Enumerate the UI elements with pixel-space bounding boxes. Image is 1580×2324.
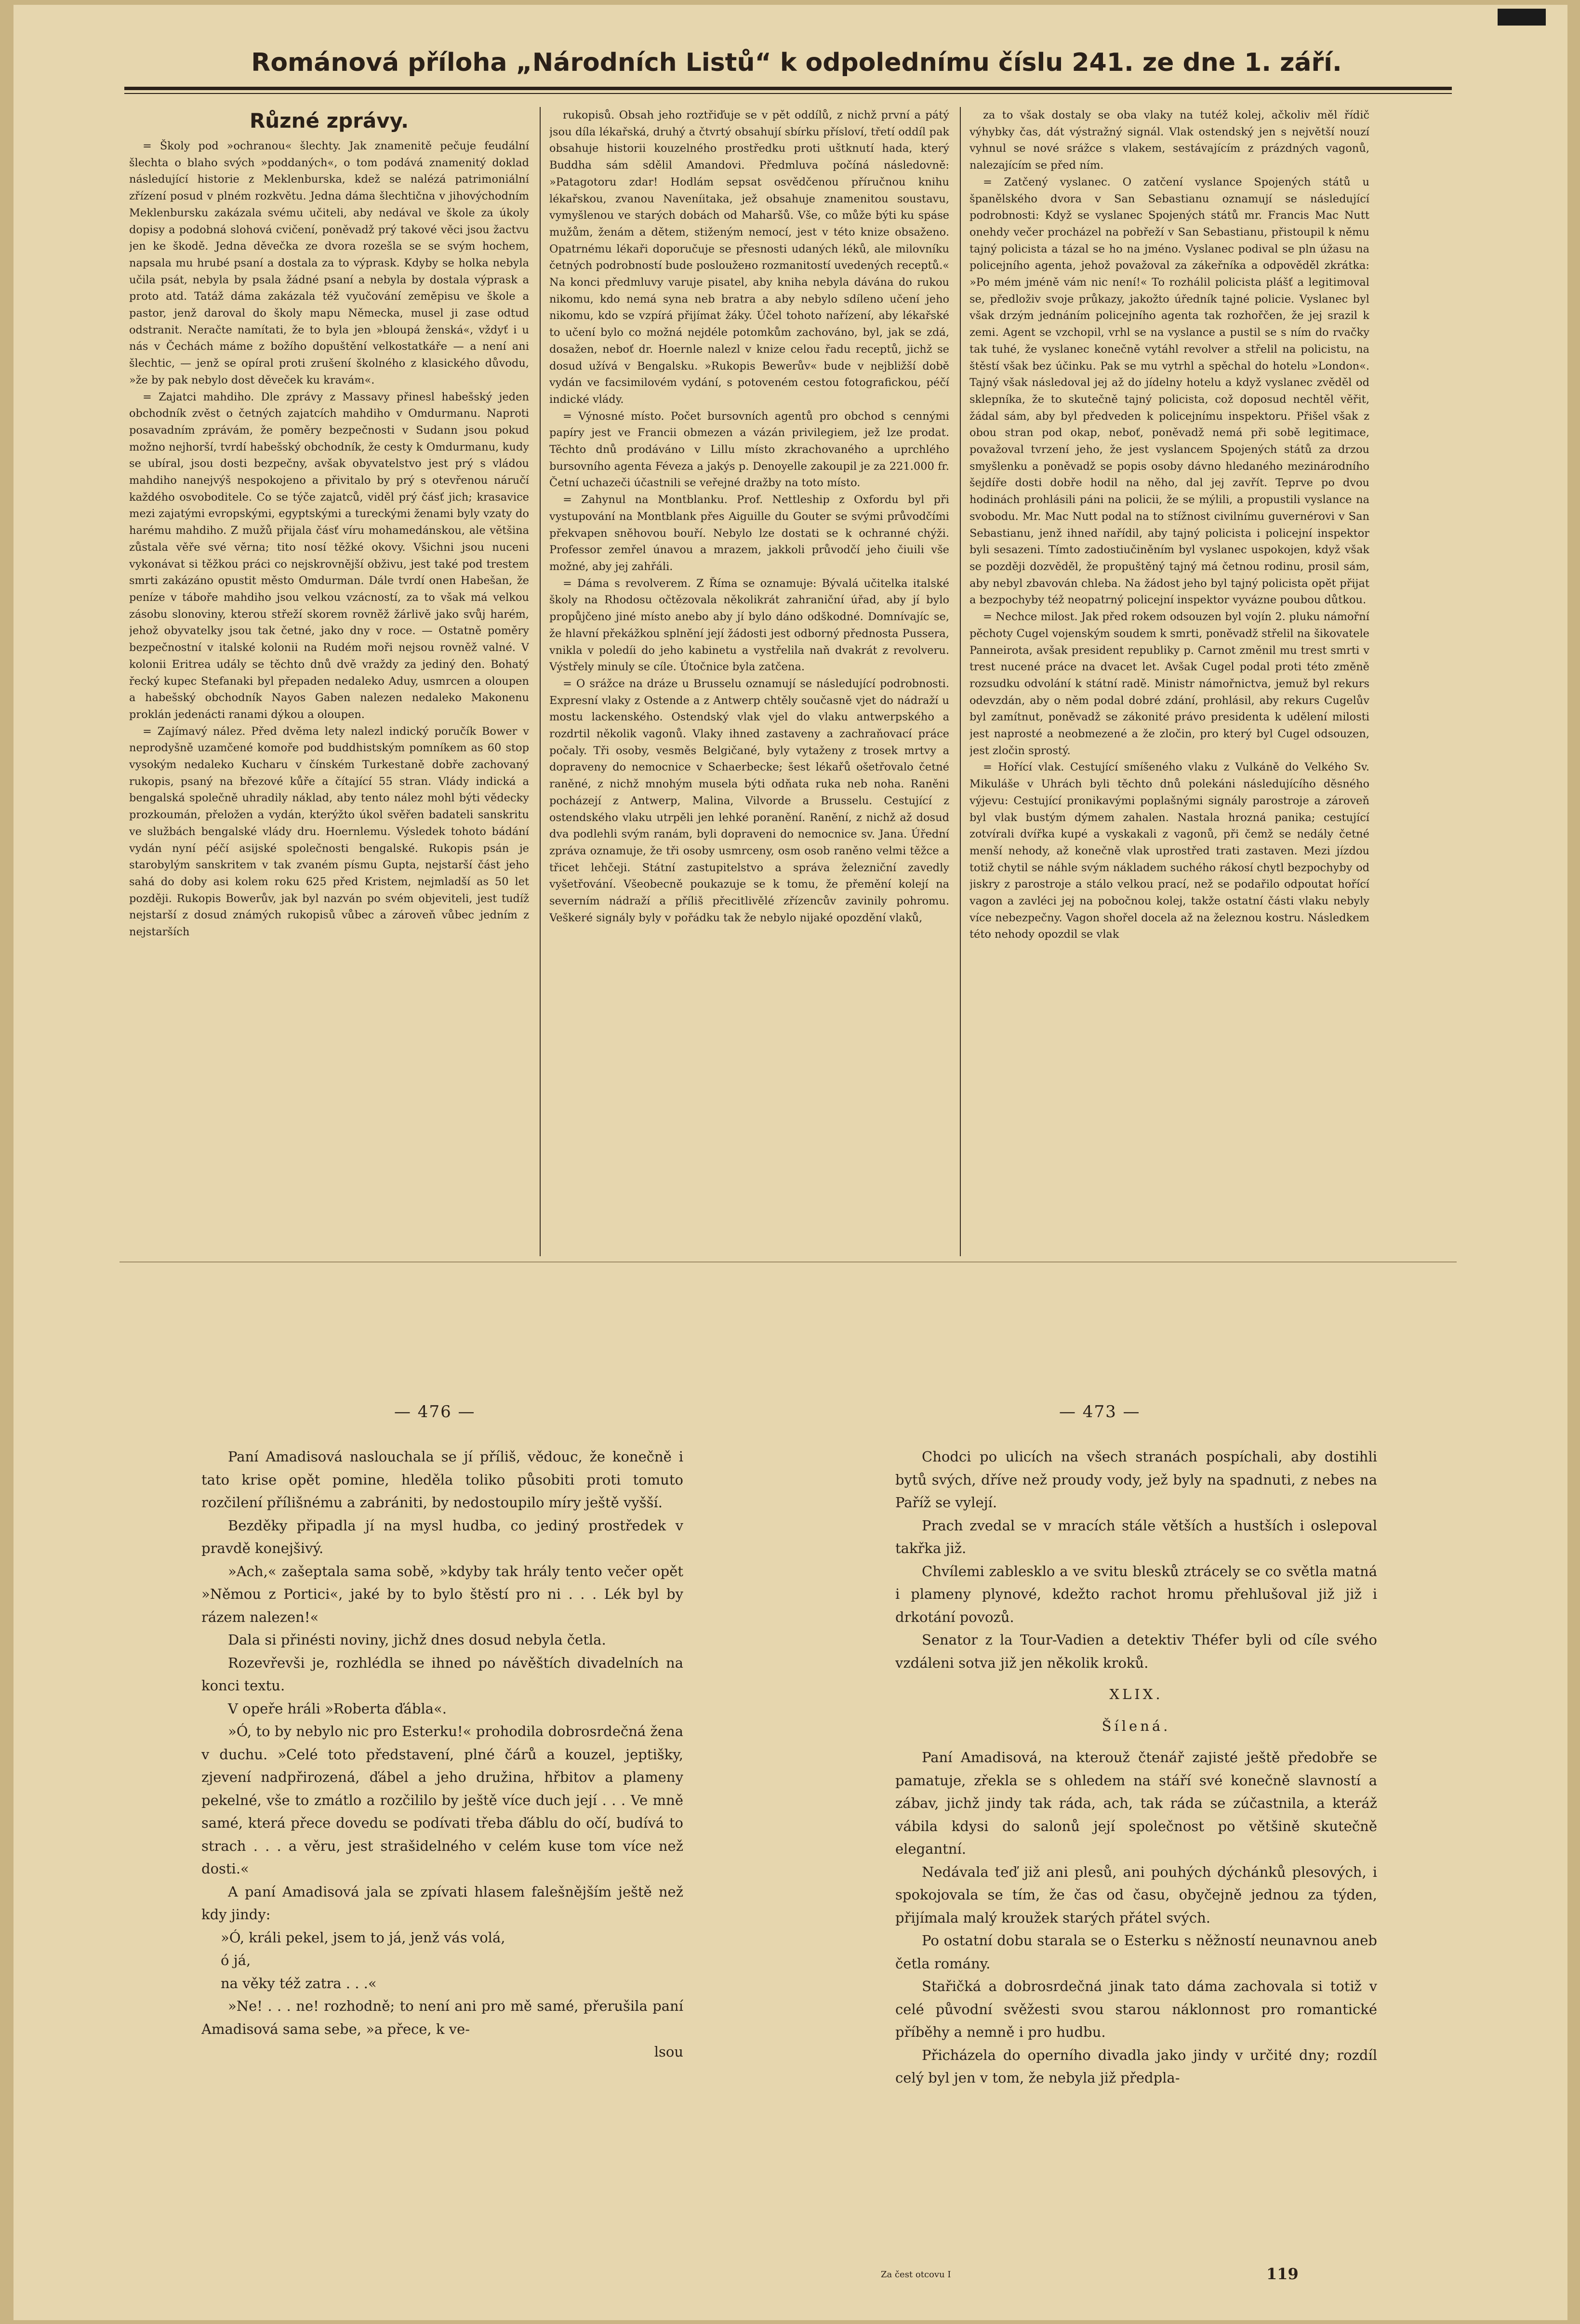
section-heading: Různé zprávy. xyxy=(249,109,409,133)
chapter-title: Šílená. xyxy=(1102,1717,1171,1734)
novel-paragraph: »Ach,« zašeptala sama sobě, »kdyby tak hrály tento večer opět »Němou z Portici«, jaké by to bylo štěstí pro ni . . . Lék byl by rázem nalezen!« xyxy=(201,1563,683,1625)
newspaper-page xyxy=(13,5,1567,2320)
header-rule-thick xyxy=(124,87,1452,90)
page-number-left: — 476 — xyxy=(394,1402,476,1421)
novel-paragraph: V opeře hráli »Roberta ďábla«. xyxy=(228,1700,447,1717)
news-item-refuses-pardon: = Nechce milost. Jak před rokem odsouzen byl vojín 2. pluku námořní pěchoty Cugel vojenským soudem k smrti, poněvadž střelil na šikovatele Panneirota, avšak president republiky p. Carnot změnil mu trest smrti v trest nucené práce na dvacet let. Avšak Cugel podal proti této změně rozsudku odvolání k státní radě. Ministr námořnictva, jemuž byl rekurs odevzdán, aby o něm podal dobré zdání, prohlásil, aby rekurs Cugelův byl zamítnut, poněvadž se zákonité právo presidenta k udělení milosti jest naprosté a neobmezené a že zločin, pro který byl Cugel odsouzen, jest zločin sprostý. xyxy=(969,611,1369,757)
novel-paragraph: Chvílemi zablesklo a ve svitu blesků ztrácely se co světla matná i plameny plynové, kdežto rachot hromu přehlušoval již již i drkotání povozů. xyxy=(895,1563,1377,1625)
novel-paragraph: Chodci po ulicích na všech stranách pospíchali, aby dostihli bytů svých, dříve než proudy vody, jež byly na spadnuti, z nebes na Paříž se vylejí. xyxy=(895,1448,1377,1511)
column-divider-2 xyxy=(960,107,961,1256)
news-item-interesting-find: = Zajímavý nález. Před dvěma lety nalezl indický poručík Bower v neprodyšně uzamčené komoře pod buddhistským pomníkem as 60 stop vysokým nedaleko Kucharu v čínském Turkestaně dobře zachovaný rukopis, psaný na březové kůře a čítající 55 stran. Vlády indická a bengalská společně uhradily náklad, aby tento nález mohl býti vědecky prozkoumán, přeložen a vydán, kterýžto úkol svěřen badateli sanskritu ve službách bengalské vlády dru. Hoernlemu. Výsledek tohoto bádání vydán nyní péčí asijské společnosti bengalské. Rukopis psán je starobylým sanskritem v tak zvaném písmu Gupta, nejstarší část jeho sahá do doby asi kolem roku 625 před Kristem, nejmladší as 50 let později. Rukopis Bowerův, jak byl nazván po svém objeviteli, jest tudíž nejstarší z dosud známých rukopisů vůbec a zároveň vůbec jedním z nejstarších xyxy=(129,725,529,939)
novel-paragraph: Stařičká a dobrosrdečná jinak tato dáma zachovala si totiž v celé původní svěžesti svou starou náklonnost pro romantické příběhy a nemně i pro hudbu. xyxy=(895,1978,1377,2040)
novel-paragraph: Senator z la Tour-Vadien a detektiv Théfer byli od cíle svého vzdáleni sotva již jen několik kroků. xyxy=(895,1632,1377,1671)
verse-line: »Ó, králi pekel, jsem to já, jenž vás volá, xyxy=(221,1929,505,1946)
news-item-lucrative-post: = Výnosné místo. Počet bursovních agentů pro obchod s cennými papíry jest ve Francii obmezen a vázán privilegiem, jež lze prodat. Těchto dnů prodáváno v Lillu místo zkrachovaného a uprchlého bursovního agenta Féveza a jakýs p. Denoyelle zakoupil je za 221.000 fr. Četní uchazeči účastnili se veřejné dražby na toto místo. xyxy=(549,410,949,490)
novel-paragraph: Dala si přinésti noviny, jichž dnes dosud nebyla četla. xyxy=(228,1632,606,1648)
catchword: lsou xyxy=(654,2044,683,2060)
chapter-number: XLIX. xyxy=(1109,1686,1163,1702)
novel-paragraph: »Ne! . . . ne! rozhodně; to není ani pro mě samé, přerušila paní Amadisová sama sebe, »a přece, k ve- xyxy=(201,1998,683,2037)
header-rule-thin xyxy=(124,93,1452,94)
news-item-schools: = Školy pod »ochranou« šlechty. Jak znamenitě pečuje feudální šlechta o blaho svých »poddaných«, o tom podává znamenitý doklad následující historie z Meklenburska, kdež se nalézá patrimoniální zřízení posud v plném rozkvětu. Jedna dáma šlechtična v jihovýchodním Meklenbursku zakázala svému učiteli, aby nedával ve škole za úkoly dopisy a podobná slohová cvičení, poněvadž prý takové věci jsou žactvu jen ke škodě. Jedna děvečka ze dvora rozešla se se svým hochem, napsala mu hrubé psaní a dostala za to výprask. Kdyby se holka nebyla učila psát, nebyla by psala žádné psaní a nebyla by dostala výprask a proto atd. Tatáž dáma zakázala též vyučování zeměpisu ve škole a pastor, jenž daroval do školy mapu Německa, musel ji zase odtud odstranit. Neračte namítati, že to byla jen »bloupá ženská«, vždyť i u nás v Čechách máme z božího dopuštění velkostatkáře — a není ani šlechtic, — jenž se opíral proti zrušení školného z klasického důvodu, »že by pak nebylo dost děveček ku kravám«. xyxy=(129,140,529,386)
page-number-right: — 473 — xyxy=(1059,1402,1141,1421)
supplement-header: Románová příloha „Národních Listů“ k odpolednímu číslu 241. ze dne 1. září. xyxy=(251,48,1342,77)
scan-marker xyxy=(1498,9,1546,26)
news-item-lady-revolver: = Dáma s revolverem. Z Říma se oznamuje: Bývalá učitelka italské školy na Rhodosu očtězovala několikrát zahraniční úřad, aby jí bylo propůjčeno jiné místo anebo aby jí bylo dáno odškodné. Domnívajíc se, že hlavní překážkou splnění její žádosti jest odborný přednosta Pussera, vnikla v poledíi do jeho kabinetu a vystřelila naň dvakrát z revolveru. Výstřely minuly se cíle. Útočnice byla zatčena. xyxy=(549,577,949,674)
novel-page-left xyxy=(201,1446,683,2294)
news-item-montblanc: = Zahynul na Montblanku. Prof. Nettleship z Oxfordu byl při vystupování na Montblank přes Aiguille du Gouter se svými průvodčími překvapen sněhovou bouří. Nebylo lze dostati se k ochranné chýži. Professor zemřel únavou a mrazem, jakkoli průvodčí jeho čiuili vše možné, aby jej zahřáli. xyxy=(549,493,949,573)
novel-paragraph: Paní Amadisová naslouchala se jí příliš, vědouc, že konečně i tato krise opět pomine, hleděla toliko působiti proti tomuto rozčilení přílišnému a zabrániti, by nedostoupilo míry ještě vyšší. xyxy=(201,1448,683,1511)
column-divider-1 xyxy=(540,107,541,1256)
novel-paragraph: Po ostatní dobu starala se o Esterku s něžností neunavnou aneb četla romány. xyxy=(895,1932,1377,1972)
news-item-collision-contd: za to však dostaly se oba vlaky na tutéž kolej, ačkoliv měl řídič výhybky čas, dát výstražný signál. Vlak ostendský jen s největší nouzí vyhnul se nové srážce s vlakem, sestávajícím z prázdných vagonů, nalezajícím se před ním. xyxy=(969,109,1369,172)
news-item-arrested-envoy: = Zatčený vyslanec. O zatčení vyslance Spojených států u španělského dvora v San Sebastianu oznamují se následující podrobnosti: Když se vyslanec Spojených států mr. Francis Mac Nutt onehdy večer procházel na pobřeží v San Sebastianu, přistoupil k němu tajný policista a tázal se ho na jméno. Vyslanec podival se pln úžasu na policejního agenta, jehož považoval za zákeřníka a odpověděl zkrátka: »Po mém jméně vám nic není!« To rozhálil policista plášť a legitimoval se, předloživ svoje průkazy, jakožto úředník tajné policie. Vyslanec byl však drzým jednáním policejního agenta tak rozhořčen, že jej srazil k zemi. Agent se vzchopil, vrhl se na vyslance a pustil se s ním do rvačky tak tuhé, že vyslanec konečně vytáhl revolver a střelil na policistu, na štěstí však bez účinku. Pak se mu vytrhl a spěchal do hotelu »London«. Tajný však následoval jej až do jídelny hotelu a když vyslanec zvěděl od sklepníka, že to skutečně tajný policista, což doposud nechtěl věřit, žádal sám, aby byl předveden k policejnímu inspektoru. Přišel však z obou stran pod okap, neboť, poněvadž nemá při sobě legitimace, považoval tvrzení jeho, že jest vyslancem Spojených států za drzou smyšlenku a poněvadž se popis osoby dávno hledaného mezinárodního šejdíře dosti dobře hodil na něho, dal jej zavřít. Teprve po dvou hodinách prohlásili páni na policii, že se mýlili, a propustili vyslance na svobodu. Mr. Mac Nutt podal na to stížnost civilnímu guvernérovi v San Sebastianu, jenž ihned nařídil, aby tajný policista i policejní inspektor byli sesazeni. Tímto zadostiučiněním byl vyslanec uspokojen, když však se později dozvěděl, že propuštěný tajný má četnou rodinu, prosil sám, aby nebyl zbavován chleba. Na žádost jeho byl tajný policista opět přijat a bezpochyby též neopatrný policejní inspektor vyvázne poubou důtkou. xyxy=(969,175,1369,607)
signature-mark: Za čest otcovu I xyxy=(881,2270,951,2280)
novel-paragraph: Prach zvedal se v mracích stále větších a hustších i oslepoval takřka již. xyxy=(895,1517,1377,1556)
novel-paragraph: Nedávala teď již ani plesů, ani pouhých dýchánků plesových, i spokojovala se tím, že čas od času, obyčejně jednou za týden, přijímala malý kroužek starých přátel svých. xyxy=(895,1863,1377,1926)
novel-paragraph: Paní Amadisová, na kterouž čtenář zajisté ještě předobře se pamatuje, zřekla se s ohledem na stáří své konečně slavností a zábav, jichž jindy tak ráda, ach, tak ráda se zúčastnila, a kteráž vábila kdysi do salonů její společnost po většině skutečně elegantní. xyxy=(895,1749,1377,1857)
news-item-brussels-collision: = O srážce na dráze u Brusselu oznamují se následující podrobnosti. Expresní vlaky z Ostende a z Antwerp chtěly současně vjet do nádraží u mostu lackenského. Ostendský vlak vjel do vlaku antwerpského a rozdrtil několik vagonů. Vlaky ihned zastaveny a zachraňovací práce počaly. Tři osoby, vesměs Belgičané, byly vytaženy z trosek mrtvy a dopraveny do nemocnice v Schaerbecke; šest lékařů ošetřovalo četné raněné, z nichž mnohým musela býti odňata ruka neb noha. Raněni pocházejí z Antwerp, Malina, Vilvorde a Brusselu. Cestující z ostendského vlaku utrpěli jen lehké poranění. Ranění, z nichž až dosud dva podlehli svým ranám, byli dopraveni do nemocnice sv. Jana. Úřední zpráva oznamuje, že tři osoby usmrceny, osm osob raněno velmi těžce a třicet lehčeji. Státní zastupitelstvo a správa železniční zavedly vyšetřování. Všeobecně poukazuje se k tomu, že přemění kolejí na severním nádraží a příliš přecitlivělé zřízencův zavinily pohromu. Veškeré signály byly v pořádku tak že nebylo nijaké opozdění vlaků, xyxy=(549,677,949,924)
verse-line: na věky též zatra . . .« xyxy=(221,1975,377,1992)
news-item-manuscript-contd: rukopisů. Obsah jeho roztřiďuje se v pět oddílů, z nichž první a pátý jsou díla lékařská, druhý a čtvrtý obsahují sbírku přísloví, třetí oddíl pak obsahuje historii kouzelného prostředku proti uštknutí hada, který Buddha sám sdělil Amandovi. Předmluva počíná následovně: »Patagotoru zdar! Hodlám sepsat osvědčenou příručnou knihu lékařskou, zvanou Naveníitaka, jež obsahuje znamenitou soustavu, vymyšlenou ve starých dobách od Maharšů. Vše, co může býti ku spáse mužům, ženám a dětem, stiženým nemocí, jest v této knize obsaženo. Opatrnému lékaři doporučuje se přesnosti udaných léků, ale milovníku četných podrobností bude posloužено rozmanitostí uvedených receptů.« Na konci předmluvy varuje pisatel, aby kniha nebyla dávána do rukou nikomu, kdo nemá syna neb bratra a aby nebylo sdíleno učení jeho nikomu, kdo se vzpírá přijímat žáky. Účel tohoto nařízení, aby lékařské to učení bylo co možná nejdéle potomkům zachováno, byl, jak se zdá, dosažen, neboť dr. Hoernle nalezl v knize celou řadu receptů, jichž se dosud užívá v Bengalsku. »Rukopis Bewerův« bude v nejbližší době vydán ve facsimilovém vydání, s potoveném cestou fotografickou, péčí indické vlády. xyxy=(549,109,949,406)
novel-paragraph: Bezděky připadla jí na mysl hudba, co jediný prostředek v pravdě konejšivý. xyxy=(201,1517,683,1556)
news-item-burning-train: = Hořící vlak. Cestující smíšeného vlaku z Vulkáně do Velkého Sv. Mikuláše v Uhrách byli těchto dnů polekáni následujícího děsného výjevu: Cestující pronikavými poplašnými signály parostroje a zároveň byl vlak bustým dýmem zahalen. Nastala hrozná panika; cestující zotvírali dvířka kupé a vyskakali z vagonů, při čemž se nedály četné menší nehody, až konečně vlak uprostřed trati zastaven. Mezi jízdou totiž chytil se náhle svým nákladem suchého rákosí chytl bezpochyby od jiskry z parostroje a stálo velkou prací, než se podařilo odpoutat hořící vagon a zavléci jej na pobočnou kolej, takže ostatní části vlaku nebyly více nebezpečny. Vagon shořel docela až na železnou kostru. Následkem této nehody opozdil se vlak xyxy=(969,761,1369,941)
novel-paragraph: Rozevřevši je, rozhlédla se ihned po návěštích divadelních na konci textu. xyxy=(201,1654,683,1694)
novel-page-right xyxy=(895,1446,1377,2294)
news-column-2 xyxy=(549,107,949,1256)
news-column-3 xyxy=(969,107,1369,1256)
novel-paragraph: Přicházela do operního divadla jako jindy v určité dny; rozdíl celý byl jen v tom, že nebyla již předpla- xyxy=(895,2046,1377,2086)
novel-paragraph: A paní Amadisová jala se zpívati hlasem falešnějším ještě než kdy jindy: xyxy=(201,1883,683,1923)
verse-line: ó já, xyxy=(221,1952,251,1968)
news-column-1 xyxy=(129,107,529,1256)
news-item-mahdi-captives: = Zajatci mahdiho. Dle zprávy z Massavy přinesl habešský jeden obchodník zvěst o četných zajatcích mahdiho v Omdurmanu. Naproti posavadním zprávám, že poměry bezpečnosti v Sudann jsou pokud možno nejhorší, tvrdí habešský obchodník, že cesty k Omdurmanu, kudy se ubíral, jsou dosti bezpečny, avšak obyvatelstvo jest prý s vládou mahdiho nanejvýš nespokojeno a přivitalo by prý s otevřenou náručí každého osvoboditele. Co se týče zajatců, viděl prý čásť jich; krasavice mezi zajatými evropskými, egyptskými a tureckými ženami byly vzaty do harému mahdiho. Z mužů přijala čásť víru mohamedánskou, ale většina zůstala věře své věrna; tito nosí těžké okovy. Všichni jsou nuceni vykonávat si těžkou práci co nejskrovnější obživu, jest také pod trestem smrti zakázáno opustit město Omdurman. Dále tvrdí onen Habešan, že peníze v táboře mahdiho jsou velkou vzácností, za to však má velkou zásobu slonoviny, kterou střeží skorem rovněž žárlivě jako svůj harém, jehož obyvatelky jsou tak četné, jako dny v roce. — Ostatně poměry bezpečnostní v italské kolonii na Rudém moři nejsou rovněž valné. V kolonii Eritrea udály se těchto dnů dvě vraždy za jediný den. Bohatý řecký kupec Stefanaki byl přepaden nedaleko Aduy, usmrcen a oloupen a habešský obchodník Nayos Gaben nalezen nedaleko Makonenu proklán jedenácti ranami dýkou a oloupen. xyxy=(129,390,529,721)
novel-paragraph: »Ó, to by nebylo nic pro Esterku!« prohodila dobrosrdečná žena v duchu. »Celé toto představení, plné čárů a kouzel, jeptišky, zjevení nadpřirozená, ďábel a jeho družina, hřbitov a plameny pekelné, vše to zmátlo a rozčililo by ještě více duch její . . . Ve mně samé, která přece dovedu se podívati třeba ďáblu do očí, budívá to strach . . . a věru, jest strašidelného v celém kuse tom více než dosti.« xyxy=(201,1723,683,1877)
folio-number: 119 xyxy=(1266,2265,1299,2283)
